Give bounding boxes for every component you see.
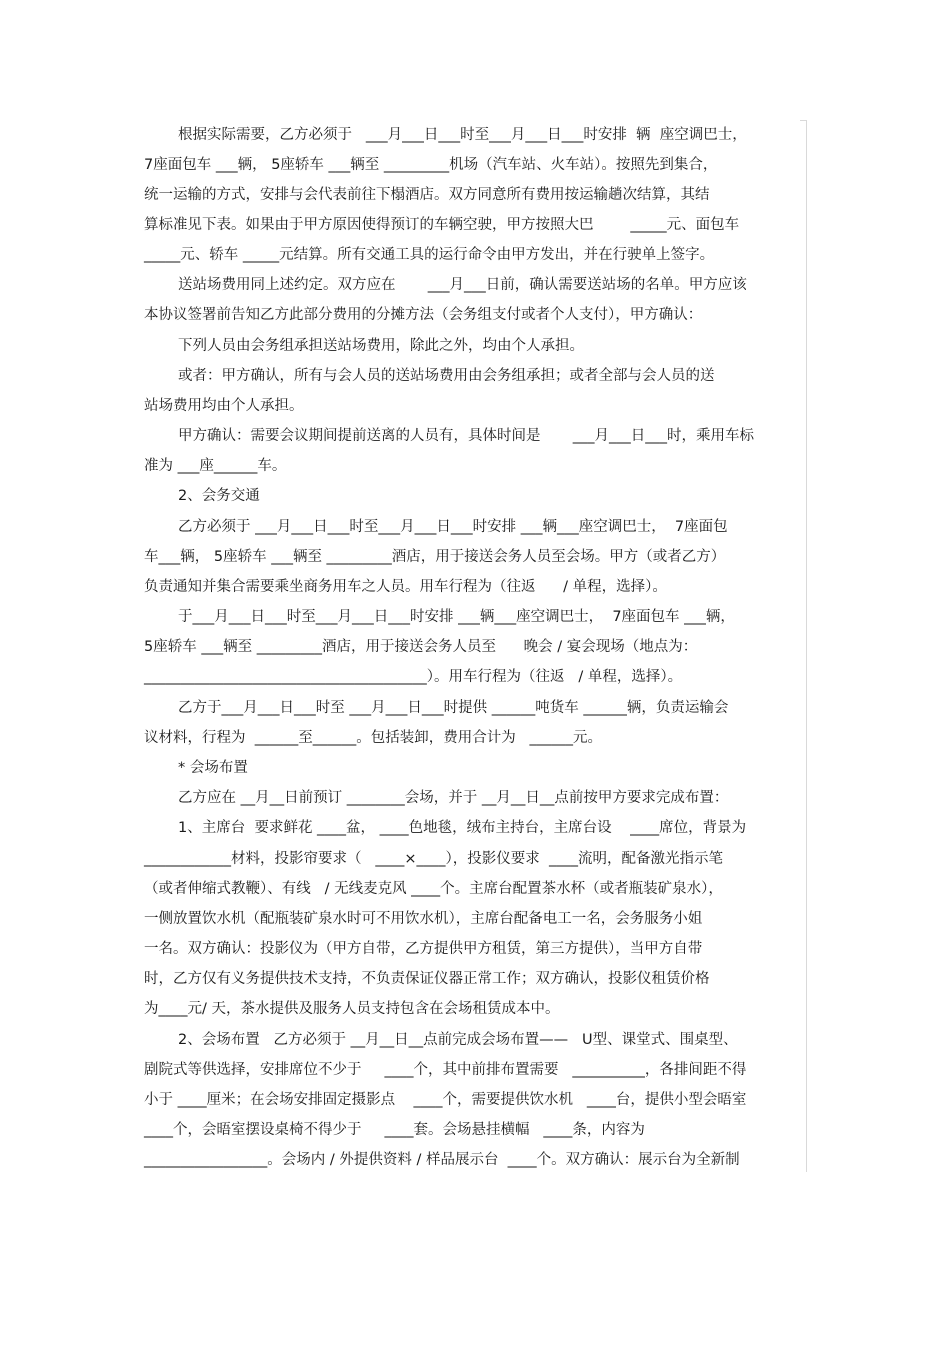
text-line: 1、主席台 要求鲜花 ____盆， ____色地毯，绒布主持台，主席台设 ____席位，背景为 — [178, 820, 747, 836]
text-line: _______________________________________）。用车行程为（往返 / 单程，选择）。 — [144, 669, 683, 685]
text-line: 站场费用均由个人承担。 — [144, 398, 304, 414]
text-line: _________________。会场内 / 外提供资料 / 样品展示台 ____个。双方确认：展示台为全新制 — [144, 1152, 740, 1168]
text-line: 负责通知并集合需要乘坐商务用车之人员。用车行程为（往返 / 单程，选择）。 — [144, 579, 667, 595]
text-line: 一名。双方确认：投影仪为（甲方自带，乙方提供甲方租赁，第三方提供），当甲方自带 — [144, 941, 703, 957]
text-line: 剧院式等供选择，安排席位不少于 ____个，其中前排布置需要 __________，各排间距不得 — [144, 1062, 747, 1078]
text-line: 车___辆， 5座轿车 ___辆至 _________酒店，用于接送会务人员至会场。甲方（或者乙方） — [144, 549, 726, 565]
text-line: 乙方于___月___日___时至 ___月___日___时提供 ______吨货车 ______辆，负责运输会 — [178, 700, 729, 716]
text-line: 或者：甲方确认，所有与会人员的送站场费用由会务组承担；或者全部与会人员的送 — [178, 368, 715, 384]
text-line: 算标准见下表。如果由于甲方原因使得预订的车辆空驶，甲方按照大巴 _____元、面包车 — [144, 217, 740, 233]
text-line: 7座面包车 ___辆， 5座轿车 ___辆至 _________机场（汽车站、火车站）。按照先到集合， — [144, 157, 718, 173]
text-line: _____元、轿车 _____元结算。所有交通工具的运行命令由甲方发出，并在行驶单上签字。 — [144, 247, 715, 263]
text-line: （或者伸缩式教鞭）、有线 / 无线麦克风 ____个。主席台配置茶水杯（或者瓶装矿泉水）， — [144, 881, 723, 897]
text-line: 议材料，行程为 ______至______。包括装卸，费用合计为 ______元。 — [144, 730, 603, 746]
text-line: ____________材料，投影帘要求（ ____×____），投影仪要求 ____流明，配备激光指示笔 — [144, 851, 723, 867]
text-line: ____个，会晤室摆设桌椅不得少于 ____套。会场悬挂横幅 ____条，内容为 — [144, 1122, 645, 1138]
text-line: 小于 ____厘米；在会场安排固定摄影点 ____个，需要提供饮水机 ____台，提供小型会晤室 — [144, 1092, 747, 1108]
text-line: 本协议签署前告知乙方此部分费用的分摊方法（会务组支付或者个人支付），甲方确认： — [144, 307, 703, 323]
text-line: 2、会场布置 乙方必须于 __月__日__点前完成会场布置—— U型、课堂式、围桌型、 — [178, 1032, 738, 1048]
text-line: 为____元/ 天，茶水提供及服务人员支持包含在会场租赁成本中。 — [144, 1001, 560, 1017]
text-line: 送站场费用同上述约定。双方应在 ___月___日前，确认需要送站场的名单。甲方应该 — [178, 277, 747, 293]
text-line: 准为 ___座______车。 — [144, 458, 287, 474]
text-line: 于___月___日___时至___月___日___时安排 ___辆___座空调巴士， 7座面包车 ___辆， — [178, 609, 735, 625]
text-line: 乙方必须于 ___月___日___时至___月___日___时安排 ___辆___座空调巴士， 7座面包 — [178, 519, 728, 535]
text-line: 乙方应在 __月__日前预订 ________会场，并于 __月__日__点前按甲方要求完成布置： — [178, 790, 729, 806]
text-line: * 会场布置 — [178, 760, 248, 776]
text-line: 根据实际需要，乙方必须于 ___月___日___时至___月___日___时安排 辆 座空调巴士， — [178, 127, 747, 143]
text-line: 一侧放置饮水机（配瓶装矿泉水时可不用饮水机），主席台配备电工一名，会务服务小姐 — [144, 911, 703, 927]
text-line: 2、会务交通 — [178, 488, 260, 504]
text-line: 5座轿车 ___辆至 _________酒店，用于接送会务人员至 晚会 / 宴会现场（地点为： — [144, 639, 698, 655]
text-line: 甲方确认：需要会议期间提前送离的人员有，具体时间是 ___月___日___时，乘用车标 — [178, 428, 755, 444]
text-line: 时，乙方仅有义务提供技术支持，不负责保证仪器正常工作；双方确认，投影仪租赁价格 — [144, 971, 710, 987]
text-line: 下列人员由会务组承担送站场费用，除此之外，均由个人承担。 — [178, 338, 584, 354]
text-line: 统一运输的方式，安排与会代表前往下榻酒店。双方同意所有费用按运输趟次结算，其结 — [144, 187, 710, 203]
page-border-right — [806, 120, 807, 1172]
